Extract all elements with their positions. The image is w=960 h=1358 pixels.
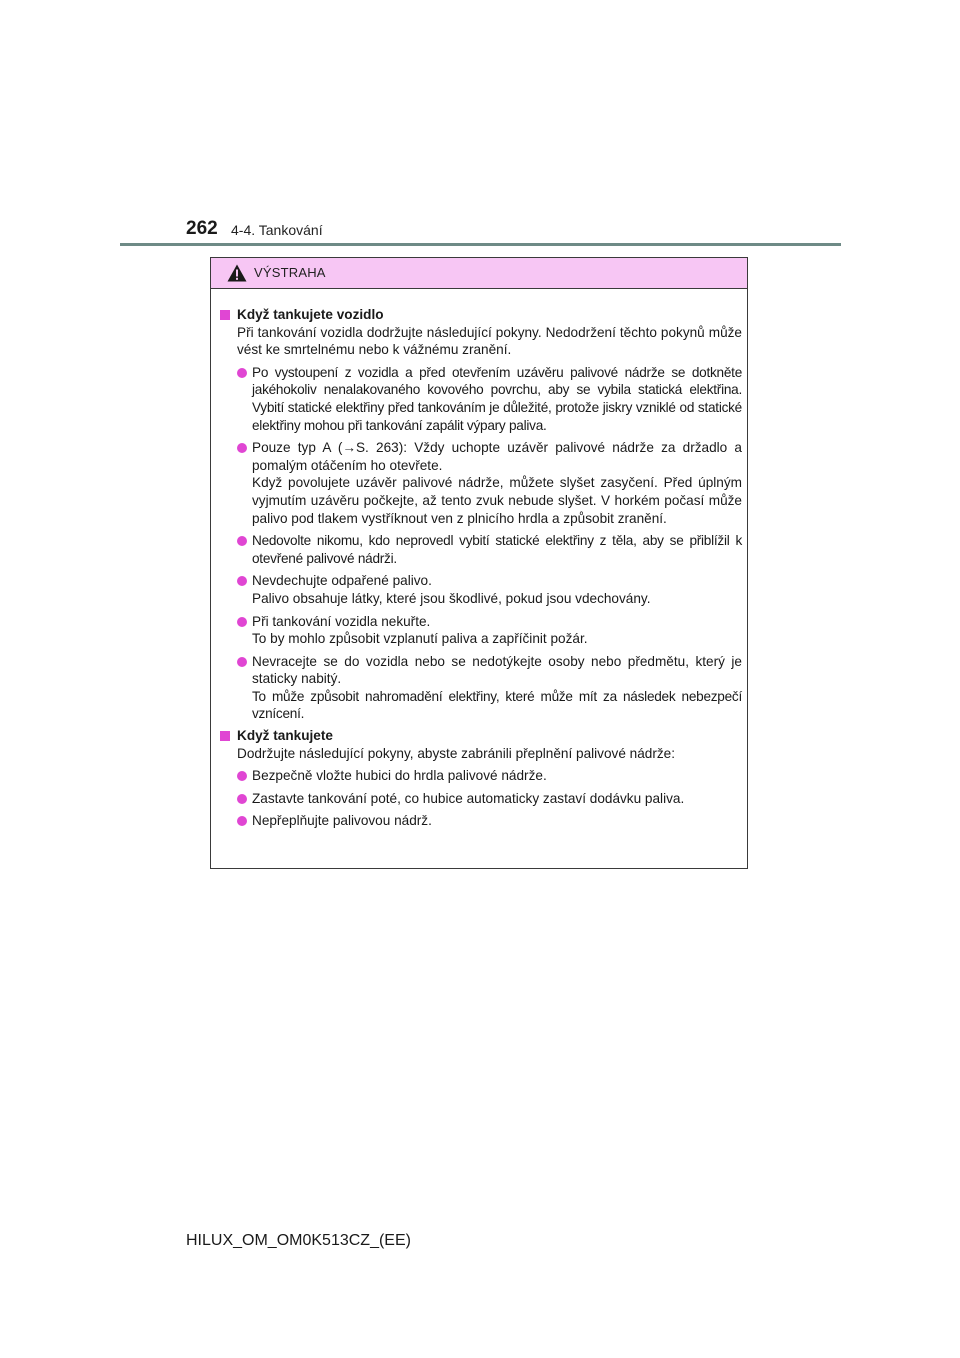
- circle-bullet-icon: [237, 576, 247, 586]
- section-heading: [220, 727, 742, 745]
- bullet-text: Nevracejte se do vozidla nebo se nedotýkejte osoby nebo předmětu, který je staticky nabitý.: [252, 653, 742, 687]
- circle-bullet-icon: [237, 443, 247, 453]
- square-bullet-icon: [220, 310, 230, 320]
- warning-header: [211, 258, 747, 289]
- bullet-text: Nepřeplňujte palivovou nádrž.: [252, 813, 432, 829]
- list-item: [220, 812, 742, 830]
- list-item: [220, 572, 742, 607]
- bullet-text: To může způsobit nahromadění elektřiny, které může mít za následek nebezpečí vznícení.: [252, 688, 742, 722]
- bullet-text: Zastavte tankování poté, co hubice automaticky zastaví dodávku paliva.: [252, 790, 685, 806]
- header-rule: [120, 243, 841, 246]
- bullet-text: Po vystoupení z vozidla a před otevřením uzávěru palivové nádrže se dotkněte jakéhokoliv nenalakovaného kovového povrchu, aby se vybila statická elektřina. Vybití statické elektřiny před tankováním je důležité, protože jiskry vzniklé od statické elektřiny mohou při tankování zapálit výpary paliva.: [252, 364, 742, 433]
- bullet-text: Pouze typ A (→S. 263): Vždy uchopte uzávěr palivové nádrže za držadlo a pomalým otáčením ho otevřete.: [252, 440, 742, 473]
- list-item: [220, 790, 742, 808]
- heading-text: Když tankujete vozidlo: [237, 307, 384, 322]
- circle-bullet-icon: [237, 536, 247, 546]
- document-code: HILUX_OM_OM0K513CZ_(EE): [186, 1232, 411, 1249]
- list-item: [220, 364, 742, 434]
- list-item: [220, 613, 742, 648]
- section-title: 4-4. Tankování: [231, 222, 323, 238]
- bullet-text: Když povolujete uzávěr palivové nádrže, můžete slyšet zasyčení. Před úplným vyjmutím uzávěru počkejte, až tento zvuk nebude slyšet. V horkém počasí může palivo pod tlakem vystříknout ven z plnicího hrdla a způsobit zranění.: [252, 475, 742, 526]
- warning-triangle-icon: [227, 264, 247, 282]
- circle-bullet-icon: [237, 794, 247, 804]
- warning-title: VÝSTRAHA: [254, 265, 326, 280]
- section-intro: Dodržujte následující pokyny, abyste zabránili přeplnění palivové nádrže:: [237, 745, 676, 761]
- bullet-text: Při tankování vozidla nekuřte.: [252, 613, 431, 629]
- circle-bullet-icon: [237, 368, 247, 378]
- bullet-text: Nedovolte nikomu, kdo neprovedl vybití statické elektřiny z těla, aby se přiblížil k otevřené palivové nádrži.: [252, 533, 742, 566]
- square-bullet-icon: [220, 731, 230, 741]
- heading-text: Když tankujete: [237, 728, 333, 744]
- bullet-text: To by mohlo způsobit vzplanutí paliva a zapříčinit požár.: [252, 631, 588, 647]
- list-item: [220, 439, 742, 527]
- bullet-text: Nevdechujte odpařené palivo.: [252, 573, 432, 589]
- circle-bullet-icon: [237, 816, 247, 826]
- page-number: 262: [186, 218, 218, 239]
- list-item: [220, 653, 742, 723]
- bullet-text: Bezpečně vložte hubici do hrdla palivové nádrže.: [252, 768, 547, 784]
- circle-bullet-icon: [237, 771, 247, 781]
- bullet-text: Palivo obsahuje látky, které jsou škodlivé, pokud jsou vdechovány.: [252, 590, 651, 606]
- list-item: [220, 767, 742, 785]
- circle-bullet-icon: [237, 657, 247, 667]
- circle-bullet-icon: [237, 617, 247, 627]
- warning-box: [210, 257, 748, 869]
- section-intro: Při tankování vozidla dodržujte následující pokyny. Nedodržení těchto pokynů může vést ke smrtelnému nebo k vážnému zranění.: [237, 324, 742, 358]
- list-item: [220, 532, 742, 567]
- section-heading: [220, 306, 742, 324]
- warning-body: [211, 289, 747, 830]
